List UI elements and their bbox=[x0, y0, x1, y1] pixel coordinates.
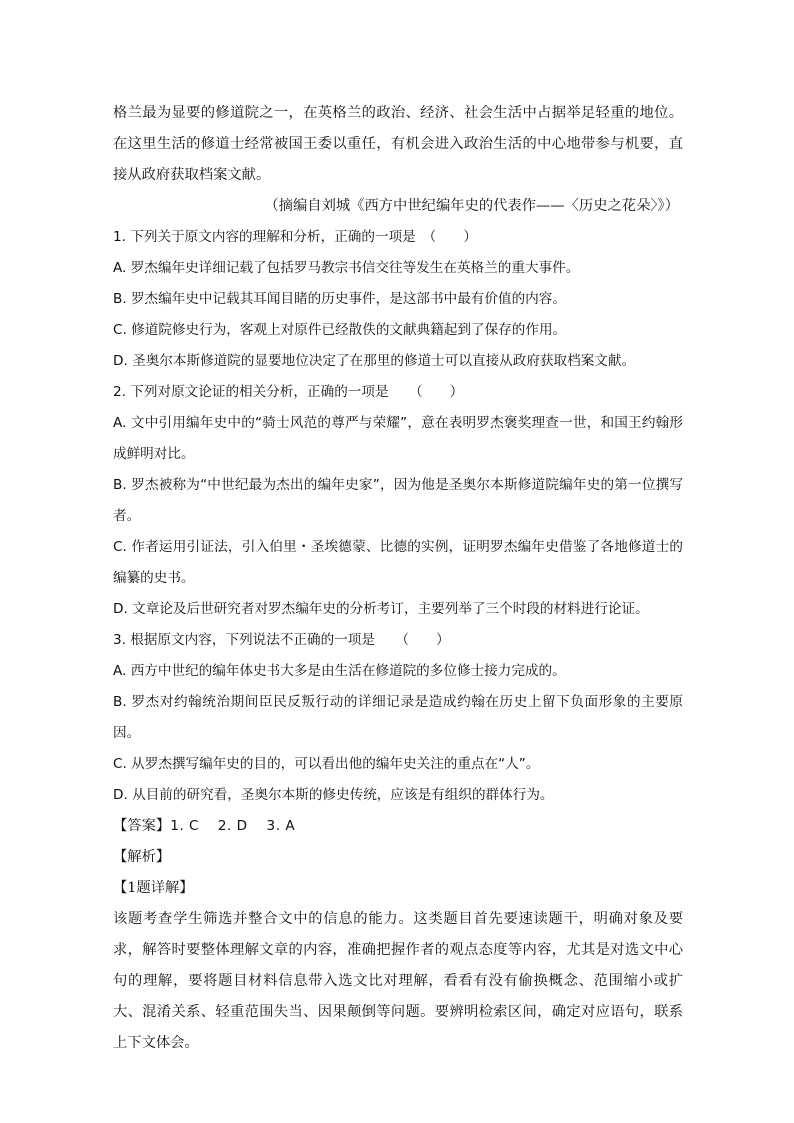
question-3-option-a: A. 西方中世纪的编年体史书大多是由生活在修道院的多位修士接力完成的。 bbox=[113, 663, 566, 679]
question-1-option-c: C. 修道院修史行为，客观上对原件已经散佚的文献典籍起到了保存的作用。 bbox=[113, 322, 567, 338]
question-1-stem: 1. 下列关于原文内容的理解和分析，正确的一项是 （ ） bbox=[113, 229, 477, 245]
question-2-option-b: B. 罗杰被称为“中世纪最为杰出的编年史家”，因为他是圣奥尔本斯修道院编年史的第一位撰写者。 bbox=[113, 477, 683, 524]
document-body bbox=[113, 98, 683, 1059]
intro-paragraph: 格兰最为显要的修道院之一，在英格兰的政治、经济、社会生活中占据举足轻重的地位。在这里生活的修道士经常被国王委以重任，有机会进入政治生活的中心地带参与机要，直接从政府获取档案文献。 bbox=[113, 105, 683, 183]
question-3-stem: 3. 根据原文内容，下列说法不正确的一项是 （ ） bbox=[113, 632, 450, 648]
question-2-option-c: C. 作者运用引证法，引入伯里・圣埃德蒙、比德的实例，证明罗杰编年史借鉴了各地修道士的编纂的史书。 bbox=[113, 539, 683, 586]
answer-line bbox=[113, 811, 683, 842]
question-1-option-d: D. 圣奥尔本斯修道院的显要地位决定了在那里的修道士可以直接从政府获取档案文献。 bbox=[113, 353, 636, 369]
question-1-option-a: A. 罗杰编年史详细记载了包括罗马教宗书信交往等发生在英格兰的重大事件。 bbox=[113, 260, 580, 276]
answer-values: 1. C 2. D 3. A bbox=[170, 818, 296, 834]
question-1-option-b: B. 罗杰编年史中记载其耳闻目睹的历史事件，是这部书中最有价值的内容。 bbox=[113, 291, 566, 307]
question-3-option-c: C. 从罗杰撰写编年史的目的，可以看出他的编年史关注的重点在“人”。 bbox=[113, 756, 540, 772]
question-3-option-d: D. 从目前的研究看，圣奥尔本斯的修史传统，应该是有组织的群体行为。 bbox=[113, 787, 554, 803]
source-citation: （摘编自刘城《西方中世纪编年史的代表作——〈历史之花朵〉》） bbox=[264, 198, 679, 214]
question-2-option-d: D. 文章论及后世研究者对罗杰编年史的分析考订，主要列举了三个时段的材料进行论证。 bbox=[113, 601, 649, 617]
analysis-label: 【解析】 bbox=[113, 849, 171, 865]
answer-label: 【答案】 bbox=[113, 818, 171, 834]
question-2-stem: 2. 下列对原文论证的相关分析，正确的一项是 （ ） bbox=[113, 384, 464, 400]
question-3-option-b: B. 罗杰对约翰统治期间臣民反叛行动的详细记录是造成约翰在历史上留下负面形象的主要原因。 bbox=[113, 694, 683, 741]
detail-label: 【1题详解】 bbox=[113, 880, 194, 896]
question-2-option-a: A. 文中引用编年史中的“骑士风范的尊严与荣耀”，意在表明罗杰褒奖理查一世，和国王约翰形成鲜明对比。 bbox=[113, 415, 683, 462]
detail-paragraph: 该题考查学生筛选并整合文中的信息的能力。这类题目首先要速读题干，明确对象及要求，解答时要整体理解文章的内容，准确把握作者的观点态度等内容，尤其是对选文中心句的理解，要将题目材料信息带入选文比对理解，看看有没有偷换概念、范围缩小或扩大、混淆关系、轻重范围失当、因果颠倒等问题。要辨明检索区间，确定对应语句，联系上下文体会。 bbox=[113, 911, 683, 1051]
